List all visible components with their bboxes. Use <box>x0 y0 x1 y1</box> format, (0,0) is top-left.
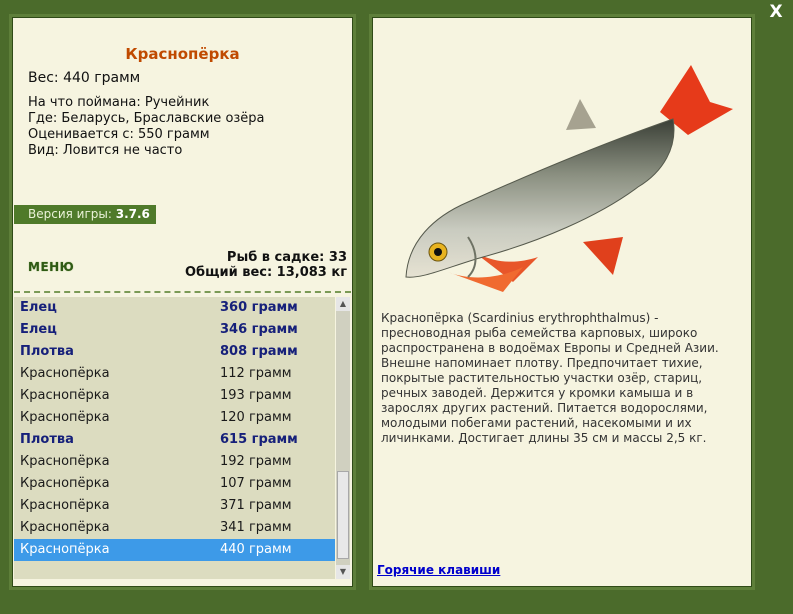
version-bar <box>14 205 156 224</box>
catch-fish-weight: 341 грамм <box>220 520 292 535</box>
catch-list-row[interactable] <box>14 517 335 539</box>
catch-fish-name: Плотва <box>20 432 74 447</box>
catch-list-row[interactable] <box>14 341 335 363</box>
fish-weight: Вес: 440 грамм <box>28 70 141 86</box>
catch-fish-weight: 112 грамм <box>220 366 292 381</box>
catch-list-row[interactable] <box>14 385 335 407</box>
scroll-thumb[interactable] <box>337 471 349 559</box>
keepnet-stats <box>185 250 347 280</box>
catch-fish-name: Елец <box>20 322 57 337</box>
scroll-up-arrow-icon[interactable]: ▲ <box>336 297 350 311</box>
catch-list-row[interactable] <box>14 407 335 429</box>
catch-fish-weight: 120 грамм <box>220 410 292 425</box>
catch-list-row[interactable] <box>14 429 335 451</box>
fish-description: Краснопёрка (Scardinius erythrophthalmus) - пресноводная рыба семейства карповых, широко распространена в водоёмах Европы и Средней Азии. Внешне напоминает плотву. Предпочитает тихие, покрытые растительностью участки озёр, стариц, речных заводей. Держится у кромки камыша и в зарослях других растений. Питается водорослями, молодыми побегами растений, насекомыми и их личинками. Достигает длины 35 см и массы 2,5 кг. <box>381 311 719 445</box>
catch-fish-weight: 192 грамм <box>220 454 292 469</box>
fish-location: Где: Беларусь, Браславские озёра <box>28 111 265 126</box>
fish-description-panel <box>369 14 755 590</box>
catch-fish-name: Краснопёрка <box>20 388 110 403</box>
catch-list-row[interactable] <box>14 473 335 495</box>
catch-fish-name: Краснопёрка <box>20 498 110 513</box>
catch-fish-weight: 346 грамм <box>220 322 298 337</box>
fish-bait: На что поймана: Ручейник <box>28 95 210 110</box>
hotkeys-link[interactable]: Горячие клавиши <box>377 563 501 577</box>
catch-fish-name: Краснопёрка <box>20 520 110 535</box>
catch-list-row[interactable] <box>14 319 335 341</box>
catch-fish-weight: 107 грамм <box>220 476 292 491</box>
fish-count: Рыб в садке: 33 <box>226 250 347 265</box>
list-scrollbar[interactable] <box>336 297 350 579</box>
catch-fish-weight: 440 грамм <box>220 542 292 557</box>
catch-list-row[interactable] <box>14 363 335 385</box>
fish-illustration <box>388 57 743 297</box>
scroll-down-arrow-icon[interactable]: ▼ <box>336 565 350 579</box>
fish-info-panel <box>9 14 356 590</box>
catch-list[interactable] <box>14 297 335 579</box>
catch-fish-weight: 615 грамм <box>220 432 298 447</box>
close-icon[interactable]: X <box>769 2 783 22</box>
catch-list-row[interactable] <box>14 297 335 319</box>
catch-fish-weight: 360 грамм <box>220 300 298 315</box>
fish-value: Оценивается с: 550 грамм <box>28 127 210 142</box>
catch-fish-name: Краснопёрка <box>20 542 110 557</box>
catch-fish-weight: 193 грамм <box>220 388 292 403</box>
catch-fish-name: Краснопёрка <box>20 476 110 491</box>
catch-list-row[interactable] <box>14 451 335 473</box>
catch-list-row[interactable] <box>14 539 335 561</box>
total-weight: Общий вес: 13,083 кг <box>184 265 347 280</box>
catch-fish-name: Краснопёрка <box>20 410 110 425</box>
version-value: 3.7.6 <box>115 207 150 221</box>
catch-fish-name: Плотва <box>20 344 74 359</box>
catch-fish-name: Елец <box>20 300 57 315</box>
version-label: Версия игры: <box>28 207 112 221</box>
fish-rarity: Вид: Ловится не часто <box>28 143 183 158</box>
catch-fish-name: Краснопёрка <box>20 454 110 469</box>
fish-name-title: Краснопёрка <box>125 45 240 63</box>
catch-fish-weight: 371 грамм <box>220 498 292 513</box>
divider <box>14 291 351 293</box>
catch-list-row[interactable] <box>14 495 335 517</box>
catch-fish-weight: 808 грамм <box>220 344 298 359</box>
catch-fish-name: Краснопёрка <box>20 366 110 381</box>
menu-button[interactable]: МЕНЮ <box>28 260 75 274</box>
